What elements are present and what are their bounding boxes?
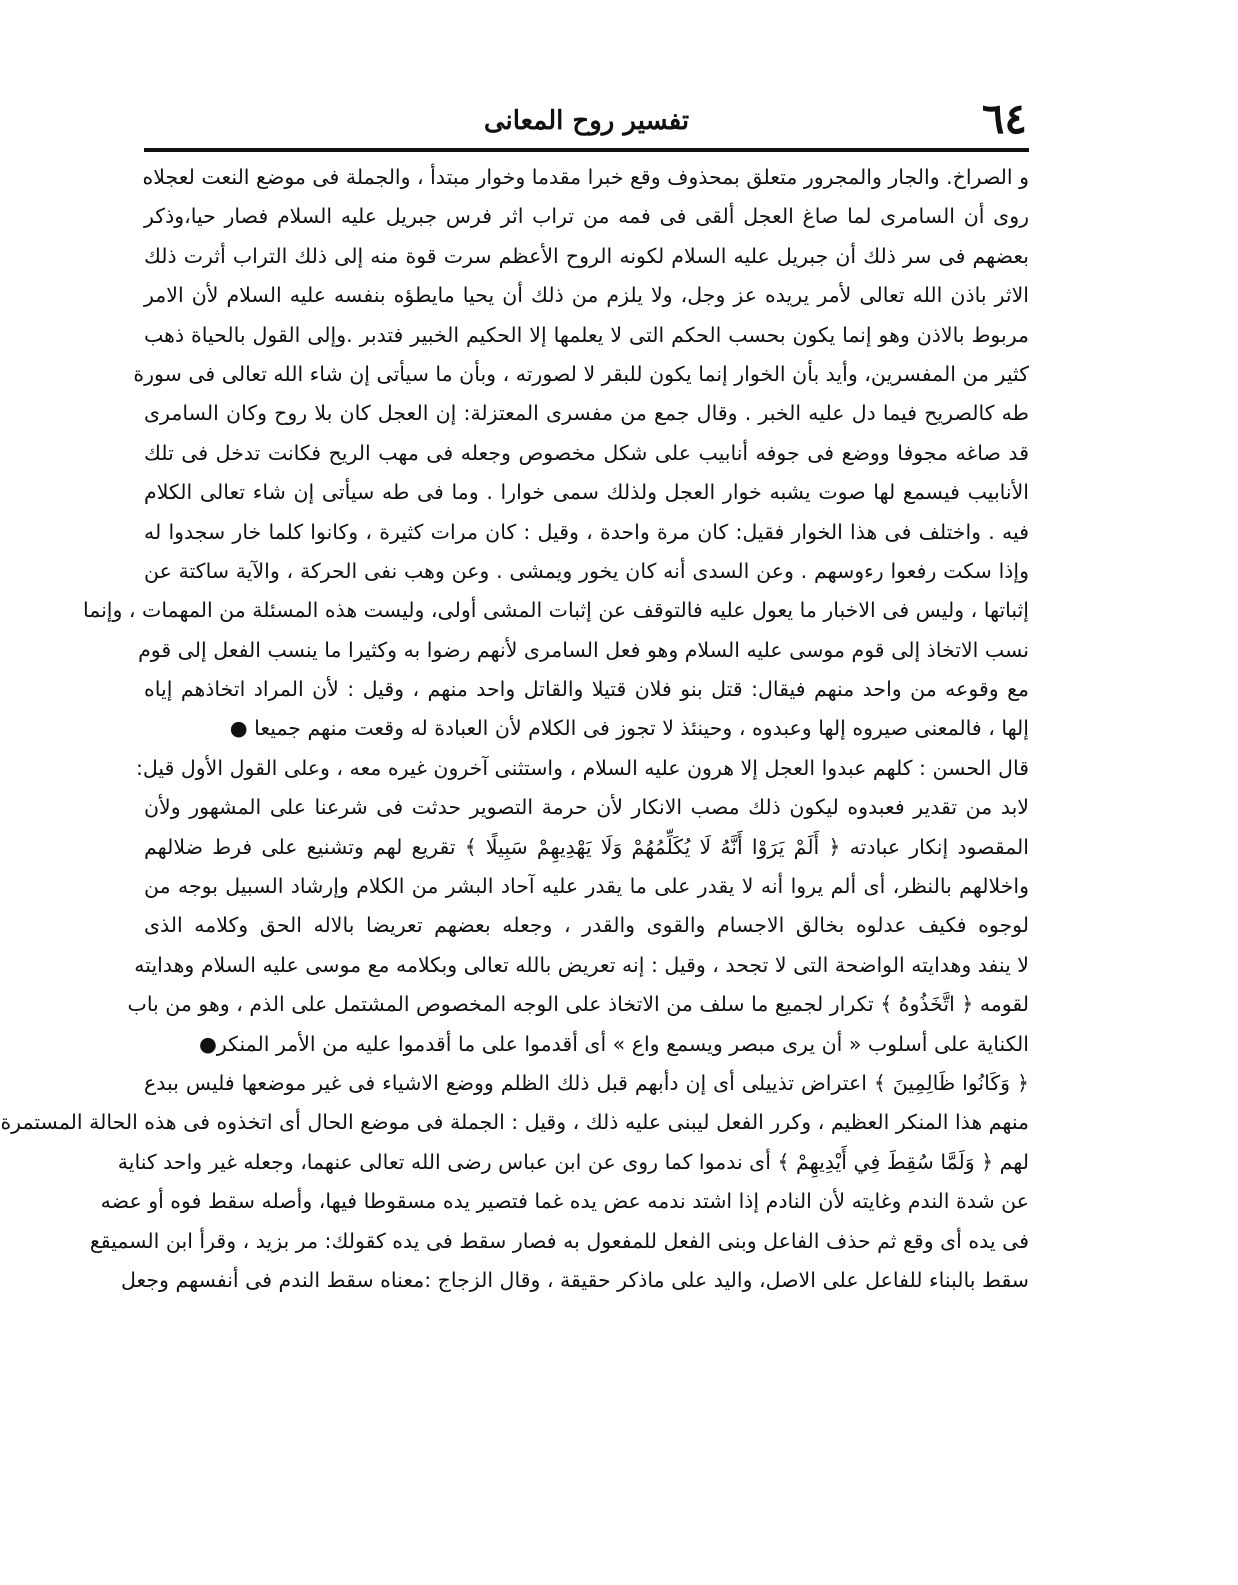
running-title: تفسير روح المعانى (483, 106, 690, 136)
page-header (144, 88, 1029, 146)
text-line: لقومه ﴿ اتَّخَذُوهُ ﴾ تكرار لجميع ما سلف من الاتخاذ على الوجه المخصوص المشتمل على الذم ، وهو من باب (127, 992, 1029, 1017)
text-line: فى يده أى وقع ثم حذف الفاعل وبنى الفعل للمفعول به فصار سقط فى يده كقولك: مر بزيد ، وقرأ ابن السميقع (89, 1228, 1029, 1253)
text-line: و الصراخ. والجار والمجرور متعلق بمحذوف وقع خبرا مقدما وخوار مبتدأ ، والجملة فى موضع النعت لعجلاه (142, 165, 1029, 189)
body-text (0, 158, 1029, 1300)
text-line: عن شدة الندم وغايته لأن النادم إذا اشتد ندمه عض يده غما فتصير يده مسقوطا فيها، وأصله سقط فوه أو عضه (100, 1189, 1029, 1214)
text-line: منهم هذا المنكر العظيم ، وكرر الفعل ليبنى عليه ذلك ، وقيل : الجملة فى موضع الحال أى اتخذوه فى هذه الحالة المستمرة (0, 1110, 1029, 1135)
text-line: لا ينفد وهدايته الواضحة التى لا تجحد ، وقيل : إنه تعريض بالله تعالى وبكلامه مع موسى عليه السلام وهدايته (134, 952, 1029, 977)
text-line: لوجوه فكيف عدلوه بخالق الاجسام والقوى والقدر ، وجعله بعضهم تعريضا بالاله الحق وكلامه الذى (144, 913, 1029, 938)
page-number: ٦٤ (981, 94, 1027, 143)
text-line: إلها ، فالمعنى صيروه إلها وعبدوه ، وحينئذ لا تجوز فى الكلام لأن العبادة له وقعت منهم جميعا ● (229, 716, 1029, 741)
text-line: فيه . واختلف فى هذا الخوار فقيل: كان مرة واحدة ، وقيل : كان مرات كثيرة ، وكانوا كلما خار سجدوا له (144, 519, 1029, 544)
text-line: لابد من تقدير فعبدوه ليكون ذلك مصب الانكار لأن حرمة التصوير حدثت فى شرعنا على المشهور ولأن (144, 795, 1029, 820)
text-line: كثير من المفسرين، وأيد بأن الخوار إنما يكون للبقر لا لصورته ، وبأن ما سيأتى إن شاء الله تعالى فى سورة (133, 361, 1029, 386)
text-line: لهم ﴿ وَلَمَّا سُقِطَ فِي أَيْدِيهِمْ ﴾ أى ندموا كما روى عن ابن عباس رضى الله تعالى عنهما، وجعله غير واحد كناية (117, 1149, 1029, 1174)
text-line: بعضهم فى سر ذلك أن جبريل عليه السلام لكونه الروح الأعظم سرت قوة منه إلى ذلك التراب أثرت ذلك (144, 243, 1029, 268)
text-line: الكناية على أسلوب « أن يرى مبصر ويسمع واع » أى أقدموا على ما أقدموا عليه من الأمر المنكر● (198, 1031, 1029, 1056)
text-line: قد صاغه مجوفا ووضع فى جوفه أنابيب على شكل مخصوص وجعله فى مهب الريح فكانت تدخل فى تلك (144, 440, 1029, 465)
text-line: مع وقوعه من واحد منهم فيقال: قتل بنو فلان قتيلا والقاتل واحد منهم ، وقيل : لأن المراد اتخاذهم إياه (144, 677, 1029, 702)
text-line: ﴿ وَكَانُوا ظَالِمِينَ ﴾ اعتراض تذييلى أى إن دأبهم قبل ذلك الظلم ووضع الاشياء فى غير موضعها فليس ببدع (144, 1070, 1029, 1095)
text-line: سقط بالبناء للفاعل على الاصل، واليد على ماذكر حقيقة ، وقال الزجاج :معناه سقط الندم فى أنفسهم وجعل (120, 1267, 1029, 1292)
text-line: الاثر باذن الله تعالى لأمر يريده عز وجل، ولا يلزم من ذلك أن يحيا مايطؤه بنفسه عليه السلام لأن الامر (144, 283, 1029, 308)
text-line: طه كالصريح فيما دل عليه الخبر . وقال جمع من مفسرى المعتزلة: إن العجل كان بلا روح وكان السامرى (144, 401, 1029, 426)
text-line: مربوط بالاذن وهو إنما يكون بحسب الحكم التى لا يعلمها إلا الحكيم الخبير فتدبر .وإلى القول بالحياة ذهب (144, 322, 1029, 347)
header-rule (144, 148, 1029, 152)
book-page (0, 88, 1029, 1558)
text-line: إثباتها ، وليس فى الاخبار ما يعول عليه فالتوقف عن إثبات المشى أولى، وليست هذه المسئلة من المهمات ، وإنما (82, 598, 1029, 623)
text-line: روى أن السامرى لما صاغ العجل ألقى فى فمه من تراب اثر فرس جبريل عليه السلام فصار حيا،وذكر (144, 204, 1029, 229)
text-line: المقصود إنكار عبادته ﴿ أَلَمْ يَرَوْا أَنَّهُ لَا يُكَلِّمُهُمْ وَلَا يَهْدِيهِمْ سَبِيلًا ﴾ تقريع لهم وتشنيع على فرط ضلالهم (144, 834, 1029, 859)
text-line: قال الحسن : كلهم عبدوا العجل إلا هرون عليه السلام ، واستثنى آخرون غيره معه ، وعلى القول الأول قيل: (135, 755, 1029, 780)
text-line: نسب الاتخاذ إلى قوم موسى عليه السلام وهو فعل السامرى لأنهم رضوا به وكثيرا ما ينسب الفعل إلى قوم (138, 637, 1029, 662)
text-line: وإذا سكت رفعوا رءوسهم . وعن السدى أنه كان يخور ويمشى . وعن وهب نفى الحركة ، والآية ساكتة عن (144, 558, 1029, 583)
text-line: الأنابيب فيسمع لها صوت يشبه خوار العجل ولذلك سمى خوارا . وما فى طه سيأتى إن شاء تعالى الكلام (144, 480, 1029, 505)
text-line: واخلالهم بالنظر، أى ألم يروا أنه لا يقدر على ما يقدر عليه آحاد البشر من الكلام وإرشاد السبيل بوجه من (144, 874, 1029, 899)
